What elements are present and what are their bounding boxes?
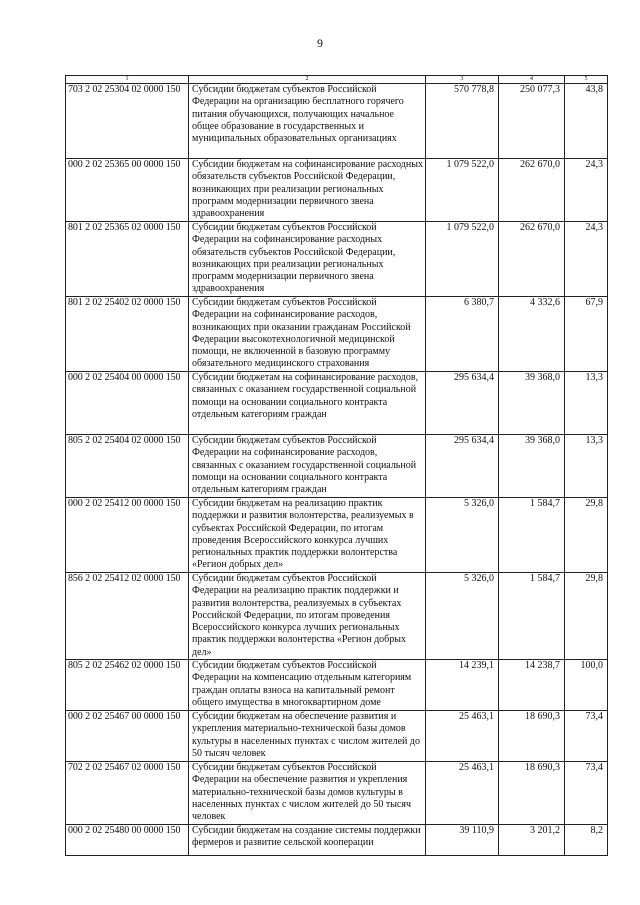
description-cell: Субсидии бюджетам субъектов Российской Федерации на софинансирование расходов, возникающих при оказании гражданам Российской Федерации высокотехнологичной медицинской помощи, не включенной в базовую программу обязательного медицинского страхования [189,297,426,372]
description-cell: Субсидии бюджетам субъектов Российской Федерации на организацию бесплатного горячего питания обучающихся, получающих начальное общее образование в государственных и муниципальных образовательных организациях [189,84,426,159]
executed-amount-cell: 4 332,6 [499,297,565,372]
executed-amount-cell: 18 690,3 [499,762,565,824]
description-cell: Субсидии бюджетам субъектов Российской Федерации на реализацию практик поддержки и развития волонтерства, реализуемых в субъектах Российской Федерации, по итогам проведения Всероссийского конкурса лучших региональных практик поддержки волонтерства «Регион добрых дел» [189,573,426,660]
table-row [66,84,608,159]
table-row [66,660,608,711]
planned-amount-cell: 14 239,1 [426,660,499,711]
budget-code-cell: 000 2 02 25365 00 0000 150 [66,159,189,222]
execution-percent-cell: 13,3 [565,435,608,498]
execution-percent-cell: 67,9 [565,297,608,372]
description-cell: Субсидии бюджетам субъектов Российской Федерации на софинансирование расходов, связанных с оказанием государственной социальной помощи на основании социального контракта отдельным категориям граждан [189,435,426,498]
description-cell: Субсидии бюджетам на софинансирование расходных обязательств субъектов Российской Федерации, возникающих при реализации региональных программ модернизации первичного звена здравоохранения [189,159,426,222]
budget-code-cell: 000 2 02 25404 00 0000 150 [66,372,189,435]
budget-code-cell: 801 2 02 25365 02 0000 150 [66,222,189,297]
table-row [66,573,608,660]
table-header-row [66,76,608,84]
table-row [66,297,608,372]
executed-amount-cell: 14 238,7 [499,660,565,711]
planned-amount-cell: 1 079 522,0 [426,222,499,297]
description-cell: Субсидии бюджетам субъектов Российской Федерации на компенсацию отдельным категориям граждан оплаты взноса на капитальный ремонт общего имущества в многоквартирном доме [189,660,426,711]
budget-code-cell: 856 2 02 25412 02 0000 150 [66,573,189,660]
table-row [66,824,608,855]
header-col-5: 5 [565,76,608,84]
header-col-4: 4 [499,76,565,84]
budget-code-cell: 801 2 02 25402 02 0000 150 [66,297,189,372]
budget-code-cell: 805 2 02 25462 02 0000 150 [66,660,189,711]
header-col-2: 2 [189,76,426,84]
table-row [66,711,608,762]
table-row [66,222,608,297]
execution-percent-cell: 73,4 [565,711,608,762]
planned-amount-cell: 39 110,9 [426,824,499,855]
planned-amount-cell: 25 463,1 [426,711,499,762]
execution-percent-cell: 8,2 [565,824,608,855]
execution-percent-cell: 24,3 [565,222,608,297]
executed-amount-cell: 250 077,3 [499,84,565,159]
planned-amount-cell: 1 079 522,0 [426,159,499,222]
table-row [66,159,608,222]
header-col-3: 3 [426,76,499,84]
table-row [66,762,608,824]
execution-percent-cell: 13,3 [565,372,608,435]
description-cell: Субсидии бюджетам на создание системы поддержки фермеров и развитие сельской кооперации [189,824,426,855]
budget-code-cell: 805 2 02 25404 02 0000 150 [66,435,189,498]
budget-code-cell: 000 2 02 25412 00 0000 150 [66,498,189,573]
executed-amount-cell: 18 690,3 [499,711,565,762]
planned-amount-cell: 6 380,7 [426,297,499,372]
executed-amount-cell: 39 368,0 [499,372,565,435]
executed-amount-cell: 3 201,2 [499,824,565,855]
execution-percent-cell: 43,8 [565,84,608,159]
header-col-1: 1 [66,76,189,84]
table-row [66,435,608,498]
budget-code-cell: 702 2 02 25467 02 0000 150 [66,762,189,824]
planned-amount-cell: 295 634,4 [426,435,499,498]
executed-amount-cell: 262 670,0 [499,159,565,222]
execution-percent-cell: 73,4 [565,762,608,824]
execution-percent-cell: 29,8 [565,573,608,660]
description-cell: Субсидии бюджетам субъектов Российской Федерации на софинансирование расходных обязательств субъектов Российской Федерации, возникающих при реализации региональных программ модернизации первичного звена здравоохранения [189,222,426,297]
description-cell: Субсидии бюджетам на софинансирование расходов, связанных с оказанием государственной социальной помощи на основании социального контракта отдельным категориям граждан [189,372,426,435]
page-number: 9 [317,36,323,50]
execution-percent-cell: 100,0 [565,660,608,711]
executed-amount-cell: 1 584,7 [499,573,565,660]
planned-amount-cell: 5 326,0 [426,573,499,660]
budget-code-cell: 703 2 02 25304 02 0000 150 [66,84,189,159]
execution-percent-cell: 24,3 [565,159,608,222]
planned-amount-cell: 25 463,1 [426,762,499,824]
execution-percent-cell: 29,8 [565,498,608,573]
budget-code-cell: 000 2 02 25467 00 0000 150 [66,711,189,762]
executed-amount-cell: 262 670,0 [499,222,565,297]
budget-code-cell: 000 2 02 25480 00 0000 150 [66,824,189,855]
table-row [66,372,608,435]
executed-amount-cell: 39 368,0 [499,435,565,498]
table-row [66,498,608,573]
description-cell: Субсидии бюджетам на реализацию практик поддержки и развития волонтерства, реализуемых в субъектах Российской Федерации, по итогам проведения Всероссийского конкурса лучших региональных практик поддержки волонтерства «Регион добрых дел» [189,498,426,573]
executed-amount-cell: 1 584,7 [499,498,565,573]
budget-table [65,75,608,856]
planned-amount-cell: 295 634,4 [426,372,499,435]
description-cell: Субсидии бюджетам субъектов Российской Федерации на обеспечение развития и укрепления материально-технической базы домов культуры в населенных пунктах с числом жителей до 50 тысяч человек [189,762,426,824]
planned-amount-cell: 570 778,8 [426,84,499,159]
description-cell: Субсидии бюджетам на обеспечение развития и укрепления материально-технической базы домов культуры в населенных пунктах с числом жителей до 50 тысяч человек [189,711,426,762]
planned-amount-cell: 5 326,0 [426,498,499,573]
